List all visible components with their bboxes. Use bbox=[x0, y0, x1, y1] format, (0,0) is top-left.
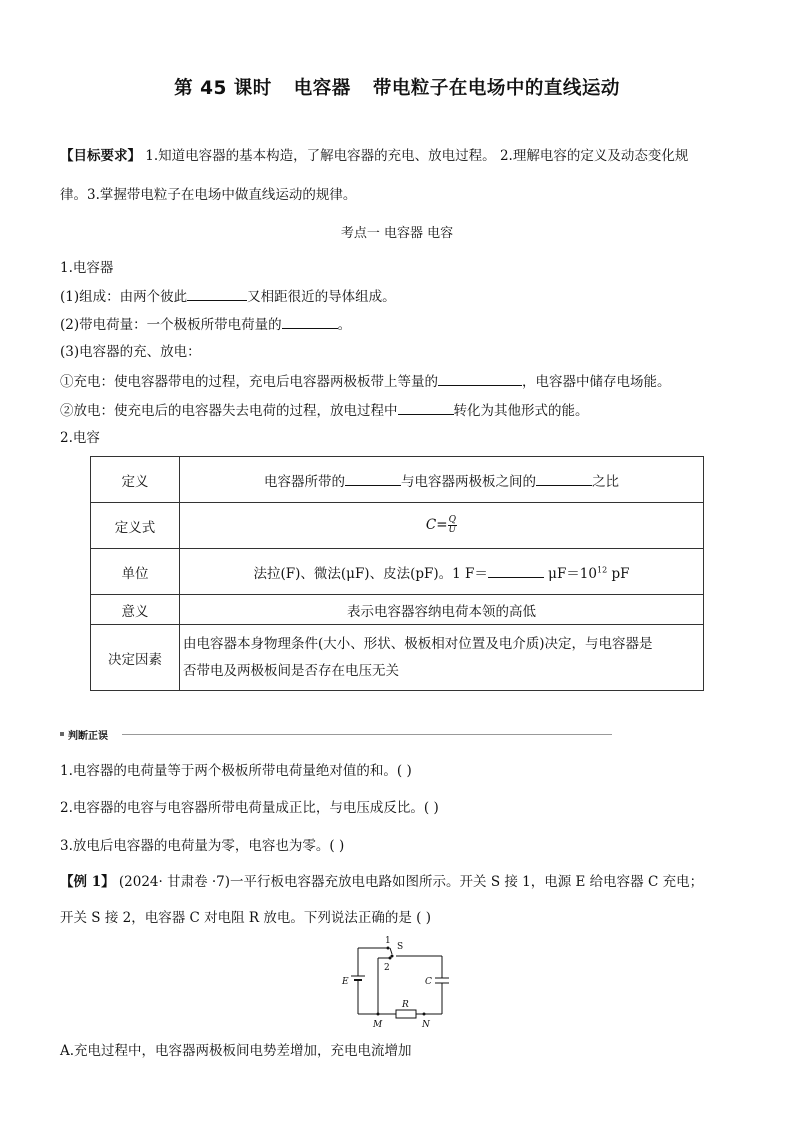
formula-cell bbox=[180, 503, 704, 549]
switch-blade bbox=[390, 948, 392, 954]
label-s: S bbox=[397, 942, 404, 952]
goals-label: 【目标要求】 bbox=[60, 148, 141, 164]
row-key: 单位 bbox=[91, 549, 180, 595]
contact-1 bbox=[387, 947, 390, 950]
blank[interactable] bbox=[536, 471, 592, 486]
fraction bbox=[448, 516, 458, 535]
line-charging bbox=[60, 371, 671, 392]
text: μF＝10 bbox=[543, 565, 597, 582]
table-row bbox=[91, 503, 704, 549]
fraction-numerator: Q bbox=[448, 515, 457, 525]
heading-capacitor: 1.电容器 bbox=[60, 260, 114, 276]
row-value bbox=[180, 457, 704, 503]
formula-c: C bbox=[425, 517, 437, 533]
text: 否带电及两极板间是否存在电压无关 bbox=[183, 662, 399, 679]
table-row bbox=[91, 549, 704, 595]
contact-2 bbox=[389, 957, 392, 960]
node-n bbox=[423, 1013, 426, 1016]
label-1: 1 bbox=[385, 936, 391, 946]
line-charge bbox=[60, 314, 351, 335]
row-key: 定义 bbox=[91, 457, 180, 503]
label-2: 2 bbox=[384, 963, 390, 973]
page-title bbox=[0, 74, 794, 100]
title-topic-2: 带电粒子在电场中的直线运动 bbox=[372, 78, 620, 99]
text: (1)组成：由两个彼此 bbox=[60, 289, 188, 305]
text: ①充电：使电容器带电的过程，充电后电容器两极板带上等量的 bbox=[60, 374, 438, 390]
heading-capacitance: 2.电容 bbox=[60, 430, 100, 446]
line-charge-discharge: (3)电容器的充、放电： bbox=[60, 344, 201, 360]
goals-text-1: 1.知道电容器的基本构造，了解电容器的充电、放电过程。 2.理解电容的定义及动态变化规 bbox=[141, 148, 689, 164]
blank[interactable] bbox=[438, 371, 522, 386]
row-key: 定义式 bbox=[91, 503, 180, 549]
line-discharging bbox=[60, 400, 589, 421]
judge-header bbox=[60, 727, 612, 741]
label-r: R bbox=[402, 1000, 409, 1010]
title-topic-1: 电容器 bbox=[293, 78, 351, 99]
label-e: E bbox=[342, 977, 349, 987]
label-n: N bbox=[422, 1020, 430, 1030]
divider bbox=[122, 734, 612, 735]
example-line-2: 开关 S 接 2，电容器 C 对电阻 R 放电。下列说法正确的是 ( ) bbox=[60, 910, 431, 926]
blank[interactable] bbox=[398, 400, 454, 415]
table-row bbox=[91, 595, 704, 625]
text: 之比 bbox=[592, 473, 619, 490]
option-a[interactable]: A.充电过程中，电容器两极板间电势差增加，充电电流增加 bbox=[60, 1043, 412, 1059]
row-value bbox=[180, 549, 704, 595]
bullet-icon bbox=[60, 732, 64, 736]
capacitance-table bbox=[90, 456, 704, 691]
text: ②放电：使充电后的电容器失去电荷的过程，放电过程中 bbox=[60, 403, 398, 419]
section-title: 考点一 电容器 电容 bbox=[340, 226, 454, 241]
text: 转化为其他形式的能。 bbox=[453, 403, 589, 419]
judge-question-2: 2.电容器的电容与电容器所带电荷量成正比，与电压成反比。( ) bbox=[60, 800, 439, 816]
example-label: 【例 1】 bbox=[60, 874, 115, 890]
judge-question-1: 1.电容器的电荷量等于两个极板所带电荷量绝对值的和。( ) bbox=[60, 763, 412, 779]
judge-label: 判断正误 bbox=[68, 731, 108, 742]
resistor bbox=[396, 1010, 416, 1018]
text: 法拉(F)、微法(μF)、皮法(pF)。1 F＝ bbox=[253, 565, 488, 582]
example-line-1 bbox=[60, 870, 703, 890]
fraction-denominator: U bbox=[448, 525, 457, 535]
blank[interactable] bbox=[187, 286, 247, 301]
judge-question-3: 3.放电后电容器的电荷量为零，电容也为零。( ) bbox=[60, 838, 345, 854]
text: 又相距很近的导体组成。 bbox=[247, 289, 396, 305]
row-key: 决定因素 bbox=[91, 625, 180, 691]
table-row bbox=[91, 625, 704, 691]
node-m bbox=[377, 1013, 380, 1016]
row-value bbox=[180, 625, 704, 691]
text: ，电容器中储存电场能。 bbox=[522, 374, 671, 390]
example-text-1: (2024· 甘肃卷 ·7)一平行板电容器充放电电路如图所示。开关 S 接 1，电源 E 给电容器 C 充电； bbox=[114, 874, 704, 890]
circuit-diagram bbox=[338, 934, 462, 1030]
row-key: 意义 bbox=[91, 595, 180, 625]
text: 由电容器本身物理条件(大小、形状、极板相对位置及电介质)决定，与电容器是 bbox=[183, 635, 653, 652]
text: pF bbox=[607, 565, 630, 582]
row-value: 表示电容器容纳电荷本领的高低 bbox=[180, 595, 704, 625]
label-m: M bbox=[373, 1020, 383, 1030]
blank[interactable] bbox=[345, 471, 401, 486]
blank[interactable] bbox=[282, 314, 338, 329]
text: (2)带电荷量：一个极板所带电荷量的 bbox=[60, 317, 282, 333]
title-lesson: 第 45 课时 bbox=[174, 78, 272, 99]
label-c: C bbox=[425, 977, 432, 987]
formula-eq: = bbox=[436, 517, 448, 533]
line-composition bbox=[60, 286, 396, 307]
goals-line-1 bbox=[60, 144, 688, 164]
text: 。 bbox=[337, 317, 352, 333]
text: 电容器所带的 bbox=[264, 473, 345, 490]
goals-line-2: 律。3.掌握带电粒子在电场中做直线运动的规律。 bbox=[60, 187, 357, 203]
blank[interactable] bbox=[488, 563, 544, 578]
table-row bbox=[91, 457, 704, 503]
exponent: 12 bbox=[597, 565, 608, 574]
text: 与电容器两极板之间的 bbox=[401, 473, 536, 490]
